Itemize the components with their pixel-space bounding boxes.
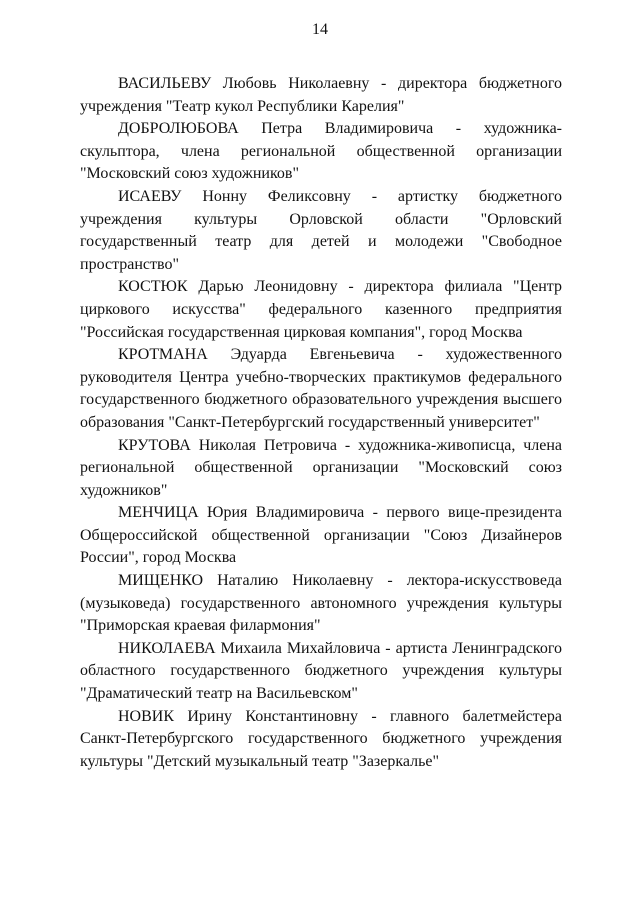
list-item: КРОТМАНА Эдуарда Евгеньевича - художественного руководителя Центра учебно-творческих практикумов федерального государственного бюджетного образовательного учреждения высшего образования "Санкт-Петербургский государственный университет" (80, 346, 562, 431)
list-item: ВАСИЛЬЕВУ Любовь Николаевну - директора бюджетного учреждения "Театр кукол Республики Карелия" (80, 75, 562, 115)
page-number: 14 (312, 21, 328, 38)
list-item: ДОБРОЛЮБОВА Петра Владимировича - художника-скульптора, члена региональной общественной организации "Московский союз художников" (80, 120, 562, 183)
list-item: МИЩЕНКО Наталию Николаевну - лектора-искусствоведа (музыковеда) государственного автономного учреждения культуры "Приморская краевая филармония" (80, 572, 562, 635)
list-item: НИКОЛАЕВА Михаила Михайловича - артиста Ленинградского областного государственного бюджетного учреждения культуры "Драматический театр на Васильевском" (80, 639, 562, 703)
document-body (80, 73, 562, 773)
list-item: МЕНЧИЦА Юрия Владимировича - первого вице-президента Общероссийской общественной организации "Союз Дизайнеров России", город Москва (80, 504, 562, 567)
list-item: ИСАЕВУ Нонну Феликсовну - артистку бюджетного учреждения культуры Орловской области "Орловский государственный театр для детей и молодежи "Свободное пространство" (80, 187, 562, 273)
list-item: НОВИК Ирину Константиновну - главного балетмейстера Санкт-Петербургского государственного бюджетного учреждения культуры "Детский музыкальный театр "Зазеркалье" (80, 707, 562, 770)
list-item: КРУТОВА Николая Петровича - художника-живописца, члена региональной общественной организации "Московский союз художников" (80, 436, 562, 499)
list-item: КОСТЮК Дарью Леонидовну - директора филиала "Центр циркового искусства" федерального казенного предприятия "Российская государственная цирковая компания", город Москва (80, 278, 562, 341)
